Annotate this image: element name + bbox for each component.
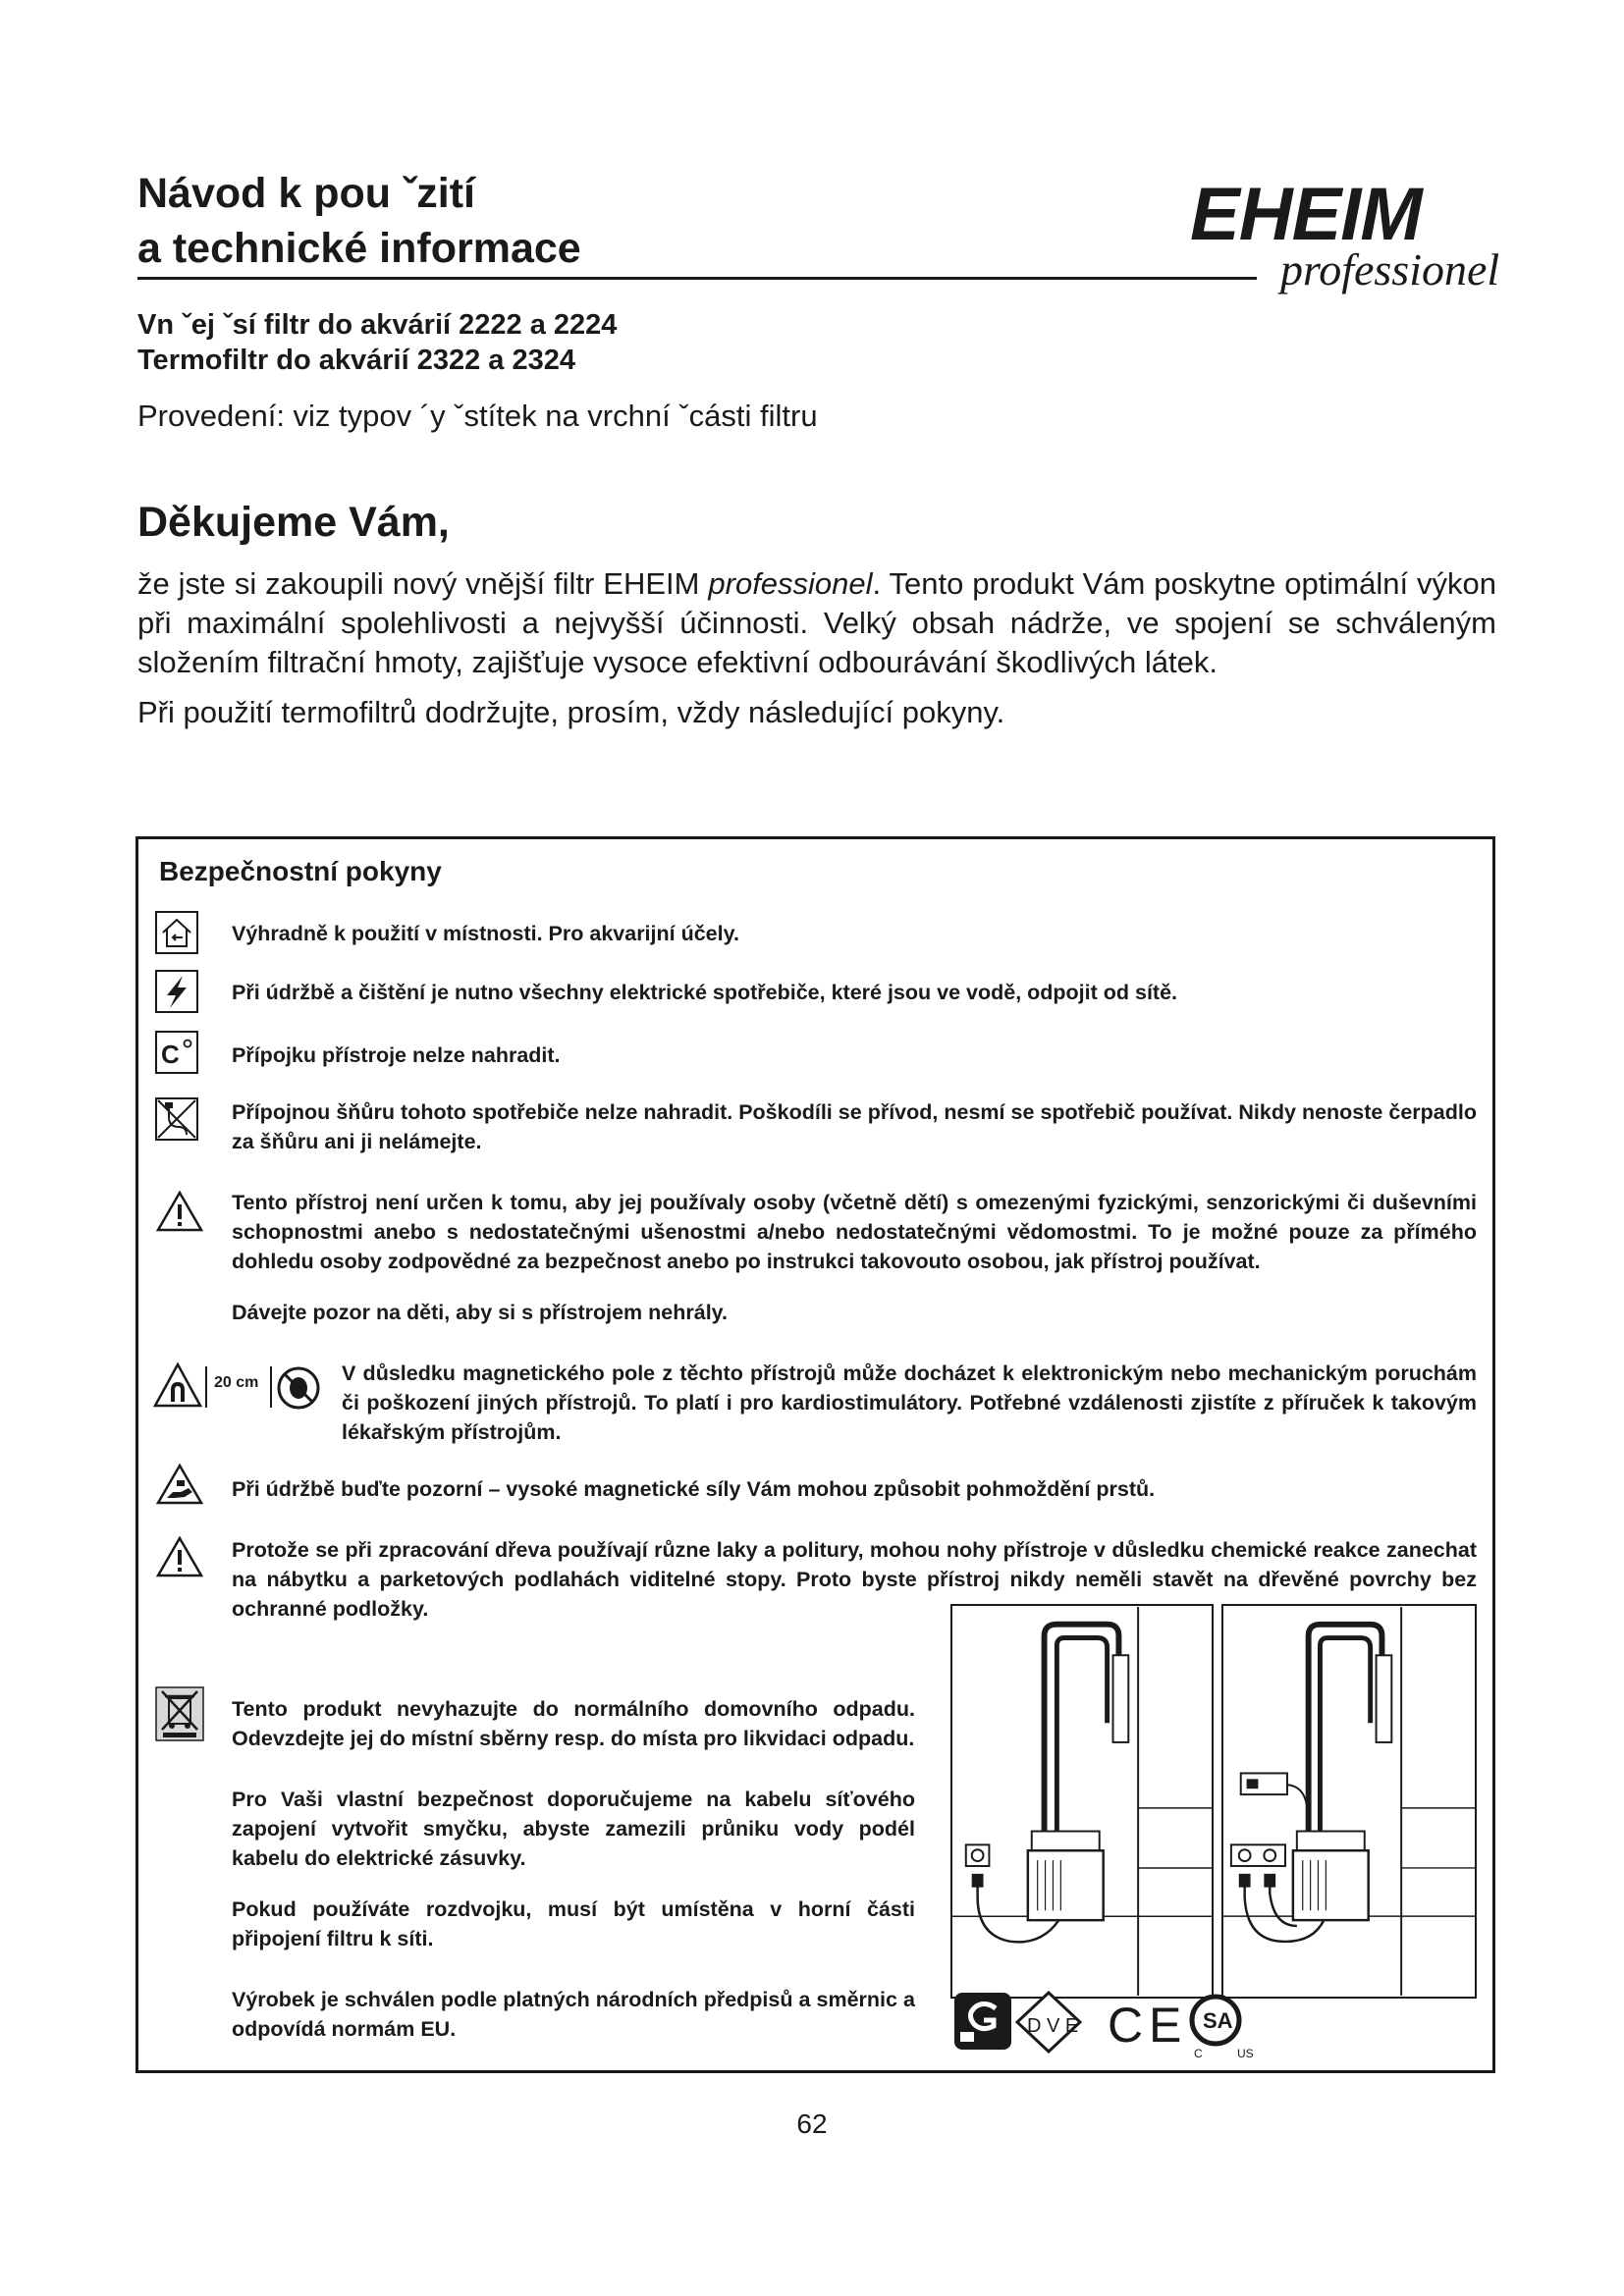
safety-item-splitter: Pokud používáte rozdvojku, musí být umístěna v horní části připojení filtru k síti. <box>232 1897 915 1950</box>
subtitle-line-1: Vn ˇej ˇsí filtr do akvárií 2222 a 2224 <box>137 309 618 341</box>
safety-item-wood: Protože se při zpracování dřeva používají různe laky a politury, mohou nohy přístroje v důsledku chemické reakce zanechat na nábytku a parketových podlahách viditelné stopy. Proto byste přístroj nikdy neměli stavět na dřevěné povrchy bez ochranné podložky. <box>232 1538 1477 1621</box>
safety-item-loop: Pro Vaši vlastní bezpečnost doporučujeme na kabelu síťového zapojení vytvořit smyčku, abyste zamezili průniku vody podél kabelu do elektrické zásuvky. <box>232 1788 915 1870</box>
safety-item-magnetic: V důsledku magnetického pole z těchto přístrojů může docházet k elektronickým nebo mechanickým poruchám či poškození jiných přístrojů. To platí i pro kardiostimulátory. Potřebné vzdálenosti zjistíte z příruček k takovým lékařským přístrojům. <box>342 1362 1477 1444</box>
csa-mark-icon <box>1192 1997 1254 2060</box>
title-line-1: Návod k pou ˇzití <box>137 170 475 217</box>
filter-loop-diagram-splitter <box>1221 1604 1477 1999</box>
svg-text:D V E: D V E <box>1027 2015 1079 2037</box>
distance-label: 20 cm <box>214 1374 259 1391</box>
page-number: 62 <box>796 2109 828 2139</box>
safety-item-indoor: Výhradně k použití v místnosti. Pro akvarijní účely. <box>232 922 739 945</box>
lightning-icon <box>155 970 198 1013</box>
thanks-text-italic: professionel <box>708 566 873 601</box>
warning-icon <box>155 1190 204 1233</box>
indoor-use-icon <box>155 911 198 954</box>
hand-crush-icon <box>155 1463 204 1506</box>
svg-text:SA: SA <box>1203 2008 1233 2033</box>
warning-icon-2 <box>155 1535 204 1578</box>
svg-text:C: C <box>161 1040 180 1069</box>
thanks-heading: Děkujeme Vám, <box>137 499 450 546</box>
logo-text: EHEIM <box>1190 173 1422 256</box>
title-line-2: a technické informace <box>137 225 581 272</box>
temperature-icon <box>155 1031 198 1074</box>
svg-text:US: US <box>1237 2047 1254 2060</box>
ce-mark-icon <box>1108 1998 1180 2053</box>
safety-item-disconnect: Při údržbě a čištění je nutno všechny elektrické spotřebiče, které jsou ve vodě, odpojit od sítě. <box>232 981 1178 1004</box>
svg-text:C E: C E <box>1108 1998 1178 2053</box>
waste-bin-icon <box>155 1686 204 1741</box>
thanks-paragraph <box>137 564 1496 682</box>
svg-text:C: C <box>1194 2047 1203 2060</box>
gs-mark-icon <box>954 1993 1011 2050</box>
eheim-logo <box>1178 169 1502 296</box>
logo-subtext: professionel <box>1280 244 1500 294</box>
thanks-paragraph-2: Při použití termofiltrů dodržujte, prosím, vždy následující pokyny. <box>137 695 1005 729</box>
header-rule <box>137 277 1257 280</box>
safety-item-crush: Při údržbě buďte pozorní – vysoké magnetické síly Vám mohou způsobit pohmoždění prstů. <box>232 1477 1156 1501</box>
filter-loop-diagram-single <box>950 1604 1214 1999</box>
provedeni-text: Provedení: viz typov ´y ˇstítek na vrchní ˇcásti filtru <box>137 399 818 433</box>
safety-item-approval: Výrobek je schválen podle platných národních předpisů a směrnic a odpovídá normám EU. <box>232 1988 915 2041</box>
certification-marks <box>950 1983 1324 2061</box>
safety-item-children: Dávejte pozor na děti, aby si s přístrojem nehrály. <box>232 1301 729 1324</box>
no-cable-pull-icon <box>155 1097 198 1141</box>
thanks-text-a: že jste si zakoupili nový vnější filtr EHEIM <box>137 566 709 601</box>
safety-item-connection: Přípojku přístroje nelze nahradit. <box>232 1043 561 1067</box>
safety-item-waste: Tento produkt nevyhazujte do normálního domovního odpadu. Odevzdejte jej do místní sběrny resp. do místa pro likvidaci odpadu. <box>232 1697 915 1750</box>
subtitle-line-2: Termofiltr do akvárií 2322 a 2324 <box>137 345 575 376</box>
safety-title: Bezpečnostní pokyny <box>159 856 442 886</box>
thanks-text-b: . Tento produkt Vám poskytne optimální výkon při maximální spolehlivosti a nejvyšší účinnosti. Velký obsah nádrže, ve spojení se schváleným složením filtrační hmoty, zajišťuje vysoce efektivní odbourávání škodlivých látek. <box>137 566 1496 679</box>
safety-item-persons: Tento přístroj není určen k tomu, aby jej používaly osoby (včetně dětí) s omezenými fyzickými, senzorickými či duševními schopnostmi anebo s nedostatečnými ušenostmi a/nebo nedostatečnými vědomostmi. To je možné pouze za přímého dohledu osoby zodpovědné za bezpečnost anebo po instrukci takovouto osobou, jak přístroj používat. <box>232 1191 1477 1273</box>
vde-mark-icon <box>1017 1993 1080 2052</box>
safety-item-cord: Přípojnou šňůru tohoto spotřebiče nelze nahradit. Poškodíli se přívod, nesmí se spotřebič používat. Nikdy nenoste čerpadlo za šňůru ani ji nelámejte. <box>232 1100 1477 1153</box>
